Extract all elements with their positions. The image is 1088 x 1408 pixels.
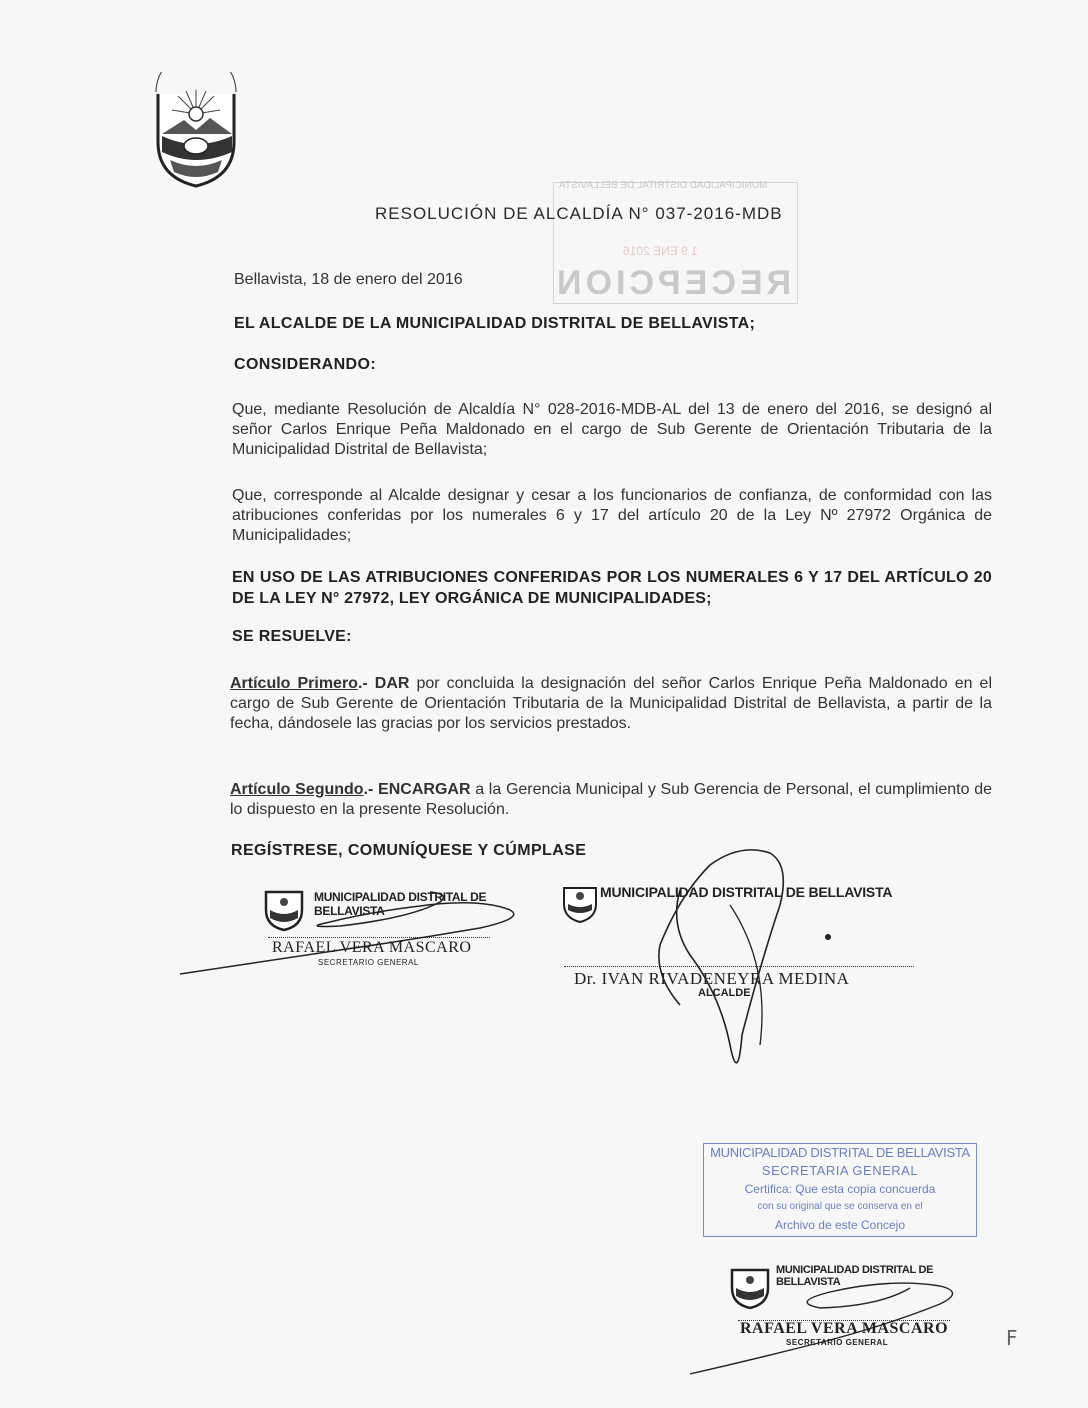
stamp-line: SECRETARIA GENERAL	[761, 1163, 919, 1178]
article-separator: .-	[363, 781, 379, 798]
article-first	[230, 674, 992, 734]
certification-stamp	[703, 1143, 977, 1237]
signature-name: RAFAEL VERA MASCARO	[740, 1320, 949, 1337]
municipal-seal-icon	[560, 880, 600, 924]
handwritten-signature	[180, 888, 530, 978]
handwritten-signature	[650, 845, 850, 1090]
signature-role: ALCALDE	[698, 987, 751, 999]
place-date: Bellavista, 18 de enero del 2016	[234, 271, 463, 288]
resolution-title: RESOLUCIÓN DE ALCALDÍA N° 037-2016-MDB	[375, 204, 783, 223]
resuelve-heading: SE RESUELVE:	[232, 628, 352, 645]
article-separator: .-	[357, 675, 375, 692]
signature-name: RAFAEL VERA MASCARO	[272, 939, 472, 956]
stamp-line: con su original que se conserva en el	[757, 1201, 923, 1212]
handwritten-signature	[690, 1268, 970, 1378]
signature-institution: MUNICIPALIDAD DISTRITAL DE BELLAVISTA	[776, 1264, 934, 1288]
article-second	[230, 780, 992, 820]
municipal-seal-icon	[148, 72, 244, 190]
article-verb: ENCARGAR	[378, 781, 471, 798]
corner-mark: F	[1006, 1326, 1018, 1350]
article-text: por concluida la designación del señor Carlos Enrique Peña Maldonado en el cargo de Sub Gerente de Orientación Tributaria de la Municipalidad Distrital de Bellavista, a partir de la fecha, dándosele las gracias por los servicios prestados.	[230, 675, 993, 732]
issuing-authority: EL ALCALDE DE LA MUNICIPALIDAD DISTRITAL DE BELLAVISTA;	[234, 315, 756, 332]
article-heading: Artículo Primero	[230, 675, 358, 692]
powers-clause: EN USO DE LAS ATRIBUCIONES CONFERIDAS POR LOS NUMERALES 6 Y 17 DEL ARTÍCULO 20 DE LA LEY N° 27972, LEY ORGÁNICA DE MUNICIPALIDADES;	[232, 569, 992, 607]
article-text: a la Gerencia Municipal y Sub Gerencia de Personal, el cumplimiento de lo dispuesto en la presente Resolución.	[230, 781, 992, 818]
considerando-paragraph: Que, corresponde al Alcalde designar y cesar a los funcionarios de confianza, de conformidad con las atribuciones conferidas por los numerales 6 y 17 del artículo 20 de la Ley Nº 27972 Orgánica de Municipalidades;	[232, 487, 992, 544]
signature-institution: MUNICIPALIDAD DISTRITAL DE BELLAVISTA	[600, 884, 893, 900]
reception-stamp-line: MUNICIPALIDAD DISTRITAL DE BELLAVISTA	[559, 180, 768, 191]
reception-stamp-date: 1 9 ENE 2016	[623, 244, 698, 258]
closing-formula: REGÍSTRESE, COMUNÍQUESE Y CÚMPLASE	[231, 842, 587, 859]
signature-institution: MUNICIPALIDAD DISTRITAL DE BELLAVISTA	[314, 890, 487, 918]
signature-role: SECRETARIO GENERAL	[786, 1338, 889, 1347]
reception-stamp-word: RECEPCION	[553, 264, 792, 302]
signature-role: SECRETARIO GENERAL	[318, 958, 419, 967]
article-heading: Artículo Segundo	[230, 781, 364, 798]
considerando-paragraph: Que, mediante Resolución de Alcaldía N° 028-2016-MDB-AL del 13 de enero del 2016, se designó al señor Carlos Enrique Peña Maldonado en el cargo de Sub Gerente de Orientación Tributaria de la Municipalidad Distrital de Bellavista;	[232, 401, 992, 458]
considerando-heading: CONSIDERANDO:	[234, 356, 377, 373]
signature-name: Dr. IVAN RIVADENEYRA MEDINA	[574, 969, 850, 988]
article-verb: DAR	[374, 675, 410, 692]
stamp-line: MUNICIPALIDAD DISTRITAL DE BELLAVISTA	[710, 1145, 970, 1160]
reception-stamp	[553, 176, 798, 316]
stamp-line: Archivo de este Concejo	[774, 1218, 906, 1232]
stamp-line: Certifica: Que esta copia concuerda	[744, 1182, 936, 1196]
